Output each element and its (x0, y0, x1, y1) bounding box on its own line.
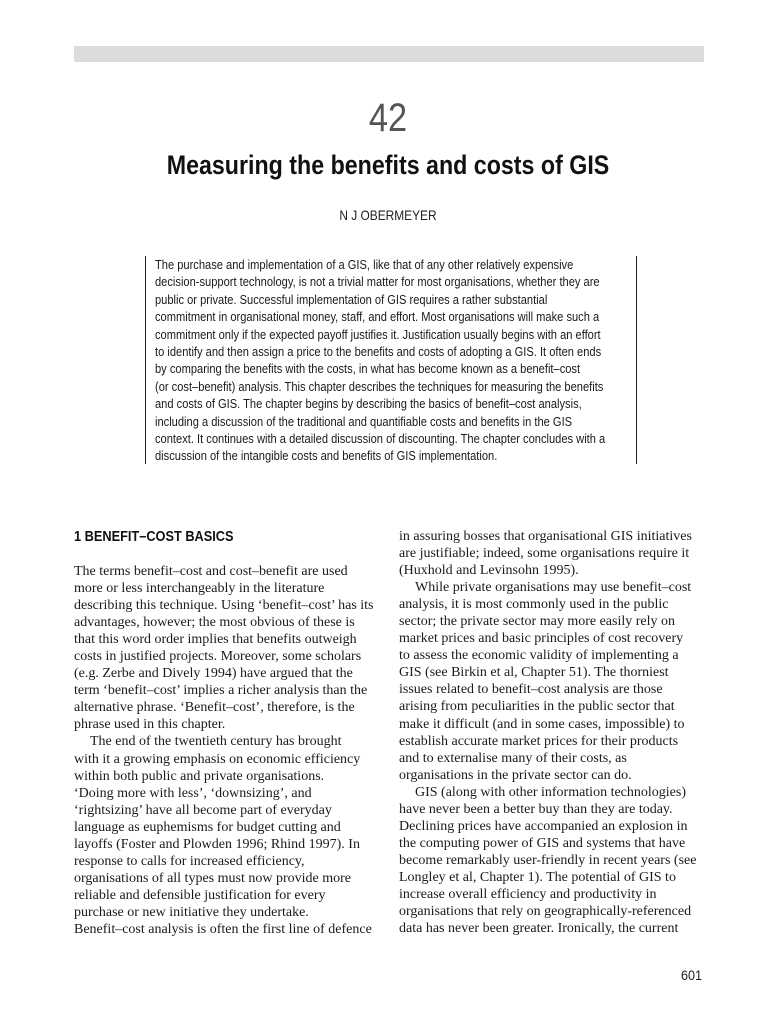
body-line: market prices and basic principles of cost recovery (399, 631, 684, 647)
body-line: in assuring bosses that organisational GIS initiatives (399, 529, 692, 544)
body-line: purchase or new initiative they undertake. (74, 904, 309, 920)
chapter-title: Measuring the benefits and costs of GIS (166, 150, 610, 180)
body-line: costs in justified projects. Moreover, some scholars (74, 649, 362, 665)
body-line: increase overall efficiency and productivity in (399, 886, 657, 902)
body-line: layoffs (Foster and Plowden 1996; Rhind 1997). In (74, 836, 360, 852)
body-line: reliable and defensible justification for every (74, 887, 326, 903)
body-line: that this word order implies that benefits outweigh (74, 632, 357, 648)
body-line: have never been a better buy than they are today. (399, 801, 673, 817)
abstract-line: commitment in organisational money, staff, and effort. Most organisations will make such a (155, 309, 600, 325)
author-name: N J OBERMEYER (339, 207, 437, 223)
body-line: (e.g. Zerbe and Dively 1994) have argued that the (74, 666, 353, 682)
body-line: issues related to benefit–cost analysis are those (399, 682, 663, 698)
chapter-number: 42 (368, 96, 408, 140)
body-line: phrase used in this chapter. (74, 717, 226, 733)
body-line: arising from peculiarities in the public sector that (399, 699, 675, 715)
body-line: are justifiable; indeed, some organisations require it (399, 546, 690, 562)
abstract-text (155, 256, 621, 465)
abstract-line: (or cost–benefit) analysis. This chapter describes the techniques for measuring the benefits (155, 378, 604, 394)
body-line: more or less interchangeably in the literature (74, 581, 325, 597)
abstract-line: context. It continues with a detailed discussion of discounting. The chapter concludes with a (155, 431, 606, 447)
body-column-right (399, 528, 704, 937)
body-line: organisations of all types must now provide more (74, 870, 351, 886)
abstract-line: decision-support technology, is not a trivial matter for most organisations, whether they are (155, 274, 600, 290)
abstract-line: including a discussion of the traditional and quantifiable costs and benefits in the GIS (155, 413, 573, 429)
body-line: alternative phrase. ‘Benefit–cost’, therefore, is the (74, 700, 355, 716)
abstract-line: The purchase and implementation of a GIS, like that of any other relatively expensive (155, 257, 574, 272)
body-line: data has never been greater. Ironically, the current (399, 921, 679, 937)
abstract-line: public or private. Successful implementation of GIS requires a rather substantial (155, 291, 548, 307)
body-line: term ‘benefit–cost’ implies a richer analysis than the (74, 683, 368, 699)
body-line: and to externalise many of their costs, as (399, 750, 627, 766)
abstract-line: and costs of GIS. The chapter begins by describing the basics of benefit–cost analysis, (155, 396, 582, 412)
abstract-line: commitment only if the expected payoff justifies it. Justification usually begins with an effort (155, 326, 601, 342)
body-line: organisations in the private sector can do. (399, 767, 632, 783)
body-line: Benefit–cost analysis is often the first line of defence (74, 921, 372, 937)
body-line: response to calls for increased efficiency, (74, 853, 305, 869)
body-line: establish accurate market prices for their products (399, 733, 679, 749)
page-number: 601 (680, 967, 702, 983)
abstract-box (145, 256, 637, 464)
body-line: organisations that rely on geographically-referenced (399, 904, 692, 920)
header-rule-bar (74, 46, 704, 62)
abstract-line: by comparing the benefits with the costs, in what has become known as a benefit–cost (155, 361, 581, 377)
body-line: GIS (see Birkin et al, Chapter 51). The thorniest (399, 665, 669, 681)
body-line: within both public and private organisations. (74, 768, 325, 784)
body-line: While private organisations may use benefit–cost (415, 580, 692, 596)
body-line: with it a growing emphasis on economic efficiency (74, 751, 361, 767)
body-column-left (74, 563, 379, 938)
body-line: sector; the private sector may more easily rely on (399, 614, 676, 630)
body-line: The terms benefit–cost and cost–benefit are used (74, 564, 348, 579)
body-line: language as euphemisms for budget cutting and (74, 819, 341, 835)
body-line: The end of the twentieth century has brought (90, 734, 342, 750)
body-line: analysis, it is most commonly used in the public (399, 597, 669, 613)
body-line: (Huxhold and Levinsohn 1995). (399, 563, 579, 579)
body-line: ‘Doing more with less’, ‘downsizing’, and (74, 785, 312, 801)
body-line: ‘rightsizing’ have all become part of everyday (74, 802, 332, 818)
body-line: advantages, however; the most obvious of these is (74, 615, 355, 631)
body-line: describing this technique. Using ‘benefit–cost’ has its (74, 598, 374, 614)
body-line: the computing power of GIS and systems that have (399, 835, 686, 851)
body-line: Longley et al, Chapter 1). The potential of GIS to (399, 869, 676, 885)
body-line: become remarkably user-friendly in recent years (see (399, 852, 697, 868)
section-heading: 1 BENEFIT–COST BASICS (74, 529, 234, 545)
abstract-line: to identify and then assign a price to the benefits and costs of adopting a GIS. It often ends (155, 344, 602, 360)
body-line: GIS (along with other information technologies) (415, 784, 686, 800)
body-line: Declining prices have accompanied an explosion in (399, 818, 688, 834)
body-line: make it difficult (and in some cases, impossible) to (399, 716, 685, 732)
abstract-line: discussion of the intangible costs and benefits of GIS implementation. (155, 448, 498, 464)
body-line: to assess the economic validity of implementing a (399, 648, 679, 664)
